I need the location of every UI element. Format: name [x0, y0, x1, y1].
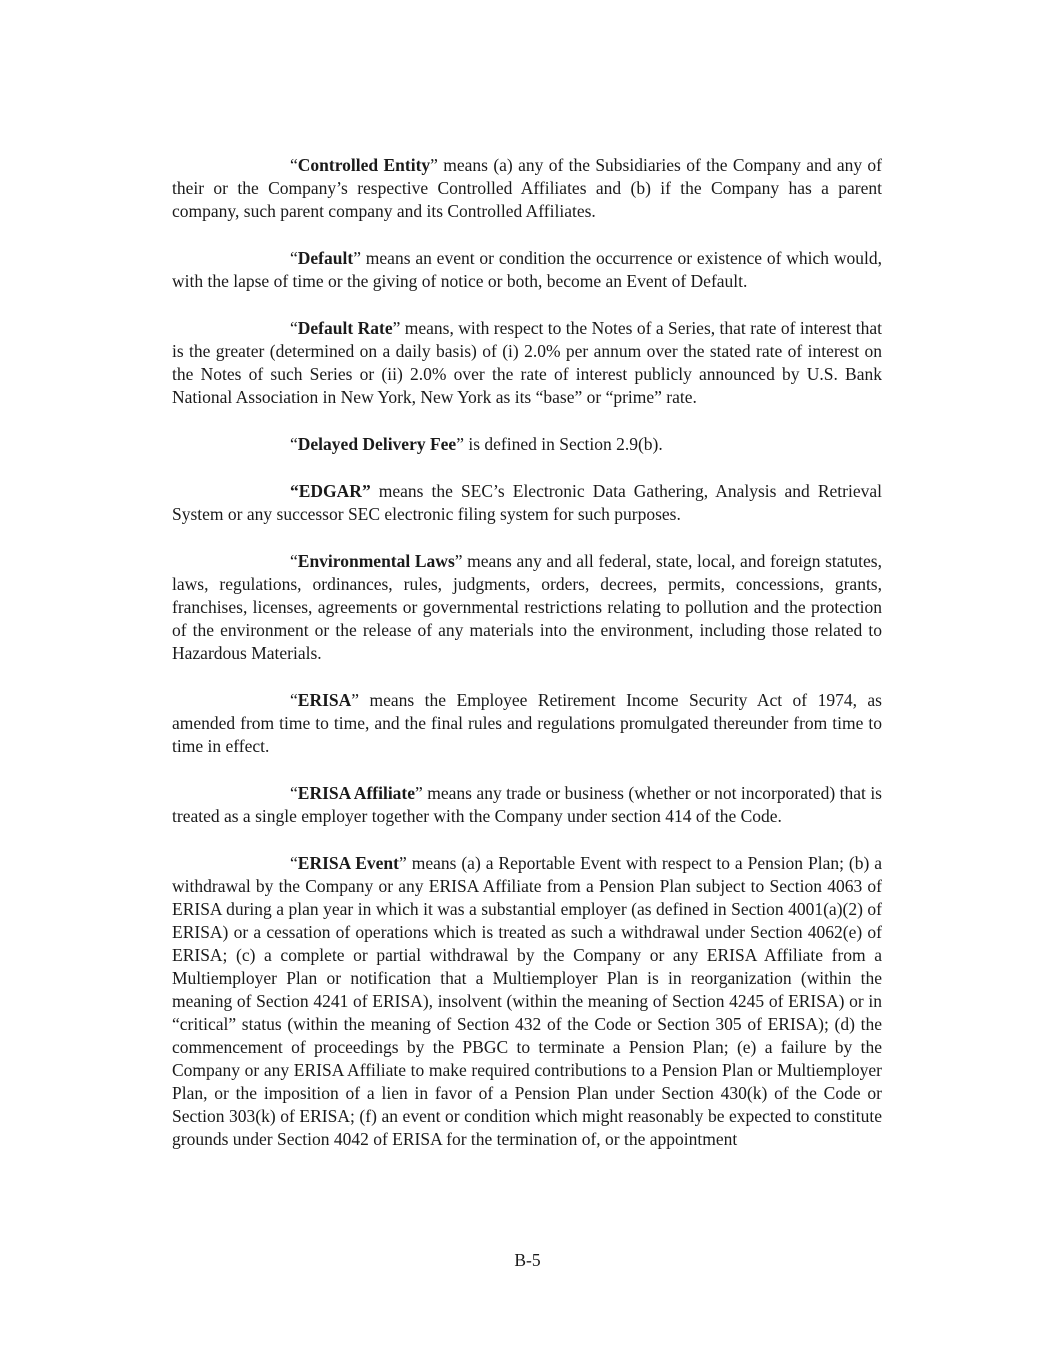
close-quote: ”	[454, 551, 463, 571]
definition-text: means any trade or business (whether or not incorporated) that is treated as a single employer together with the Company under section 414 of the Code.	[172, 783, 882, 826]
definition-text: means (a) any of the Subsidiaries of the Company and any of their or the Company’s respective Controlled Affiliates and (b) if the Company has a parent company, such parent company and its Controlled Affiliates.	[172, 155, 883, 221]
definition-text: means, with respect to the Notes of a Series, that rate of interest that is the greater (determined on a daily basis) of (i) 2.0% per annum over the stated rate of interest on the Notes of such Series or (ii) 2.0% over the rate of interest publicly announced by U.S. Bank National Association in New York, New York as its “base” or “prime” rate.	[172, 318, 882, 407]
defined-term: Delayed Delivery Fee	[297, 434, 457, 454]
definition-text: means an event or condition the occurrence or existence of which would, with the lapse of time or the giving of notice or both, become an Event of Default.	[172, 248, 882, 291]
defined-term: ERISA Affiliate	[297, 783, 416, 803]
defined-term: Controlled Entity	[297, 155, 431, 175]
definition-text: means (a) a Reportable Event with respect to a Pension Plan; (b) a withdrawal by the Company or any ERISA Affiliate from a Pension Plan subject to Section 4063 of ERISA during a plan year in which it was a substantial employer (as defined in Section 4001(a)(2) of ERISA) or a cessation of operations which is treated as such a withdrawal under Section 4062(e) of ERISA; (c) a complete or partial withdrawal by the Company or any ERISA Affiliate from a Multiemployer Plan or notification that a Multiemployer Plan is in reorganization (within the meaning of Section 4241 of ERISA), insolvent (within the meaning of Section 4245 of ERISA) or in “critical” status (within the meaning of Section 432 of the Code or Section 305 of ERISA); (d) the commencement of proceedings by the PBGC to terminate a Pension Plan; (e) a failure by the Company or any ERISA Affiliate to make required contributions to a Pension Plan or Multiemployer Plan, or the imposition of a lien in favor of a Pension Plan under Section 430(k) of the Code or Section 303(k) of ERISA; (f) an event or condition which might reasonably be expected to constitute grounds under Section 4042 of ERISA for the termination of, or the appointment	[172, 853, 883, 1149]
open-quote: “	[290, 481, 299, 501]
close-quote: ”	[392, 318, 401, 338]
open-quote: “	[290, 318, 298, 338]
definition-edgar	[172, 480, 882, 526]
definition-default-rate	[172, 317, 882, 409]
defined-term: ERISA Event	[297, 853, 399, 873]
definition-environmental-laws	[172, 550, 882, 665]
close-quote: ”	[415, 783, 423, 803]
definition-text: means the SEC’s Electronic Data Gathering, Analysis and Retrieval System or any successor SEC electronic filing system for such purposes.	[172, 481, 882, 524]
definition-delayed-delivery-fee	[172, 433, 882, 456]
open-quote: “	[290, 248, 298, 268]
definition-erisa-event	[172, 852, 882, 1151]
definition-erisa	[172, 689, 882, 758]
defined-term: Default Rate	[297, 318, 393, 338]
definitions-section	[172, 154, 882, 1175]
close-quote: ”	[399, 853, 407, 873]
defined-term: ERISA	[297, 690, 352, 710]
close-quote: ”	[353, 248, 361, 268]
open-quote: “	[290, 690, 298, 710]
defined-term: EDGAR”	[298, 481, 371, 501]
page-number: B-5	[514, 1250, 541, 1270]
defined-term: Default	[297, 248, 354, 268]
close-quote: ”	[430, 155, 438, 175]
open-quote: “	[290, 434, 298, 454]
open-quote: “	[290, 551, 298, 571]
defined-term: Environmental Laws	[297, 551, 455, 571]
open-quote: “	[290, 155, 298, 175]
definition-text: means any and all federal, state, local, and foreign statutes, laws, regulations, ordinances, rules, judgments, orders, decrees, permits, concessions, grants, franchises, licenses, agreements or governmental restrictions relating to pollution and the protection of the environment or the release of any materials into the environment, including those related to Hazardous Materials.	[172, 551, 882, 663]
open-quote: “	[290, 853, 298, 873]
close-quote: ”	[456, 434, 464, 454]
open-quote: “	[290, 783, 298, 803]
definition-controlled-entity	[172, 154, 882, 223]
close-quote: ”	[351, 690, 360, 710]
definition-text: means the Employee Retirement Income Security Act of 1974, as amended from time to time, and the final rules and regulations promulgated thereunder from time to time in effect.	[172, 690, 882, 756]
definition-text: is defined in Section 2.9(b).	[463, 434, 663, 454]
definition-default	[172, 247, 882, 293]
definition-erisa-affiliate	[172, 782, 882, 828]
